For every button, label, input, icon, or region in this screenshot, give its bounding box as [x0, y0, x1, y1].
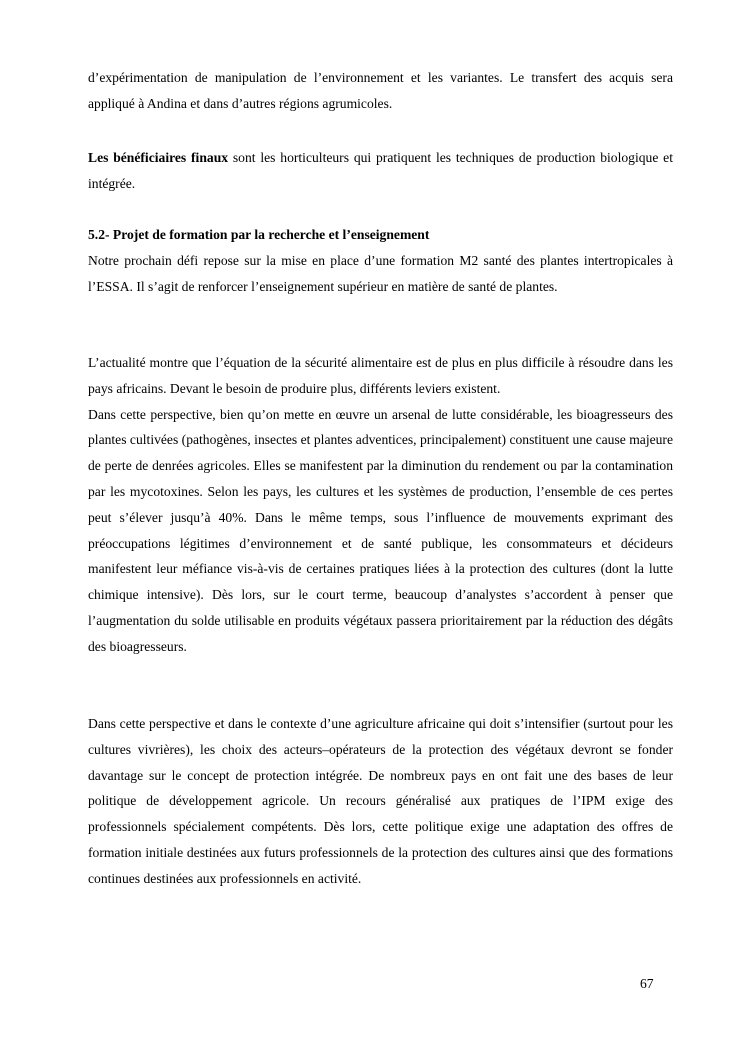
paragraph-text: L’actualité montre que l’équation de la sécurité alimentaire est de plus en plus difficile à résoudre dans les pays africains. Devant le besoin de produire plus, différents leviers existent.: [88, 355, 673, 396]
page-number: 67: [640, 976, 654, 991]
section-paragraph: Notre prochain défi repose sur la mise en place d’une formation M2 santé des plantes intertropicales à l’ESSA. Il s’agit de renforcer l’enseignement supérieur en matière de santé de plantes.: [88, 252, 673, 294]
section-5-2: [88, 222, 673, 299]
paragraph-actualite: [88, 350, 673, 660]
paragraph-text: Dans cette perspective et dans le contexte d’une agriculture africaine qui doit s’intensifier (surtout pour les cultures vivrières), les choix des acteurs–opérateurs de la protection des végétaux devront se fonder davantage sur le concept de protection intégrée. De nombreux pays en ont fait une des bases de leur politique de développement agricole. Un recours généralisé aux pratiques de l’IPM exige des professionnels spécialement compétents. Dès lors, cette politique exige une adaptation des offres de formation initiale destinées aux futurs professionnels de la protection des cultures ainsi que des formations continues destinées aux professionnels en activité.: [88, 716, 673, 886]
paragraph-text: Dans cette perspective, bien qu’on mette en œuvre un arsenal de lutte considérable, les bioagresseurs des plantes cultivées (pathogènes, insectes et plantes adventices, principalement) constituent une cause majeure de perte de denrées agricoles. Elles se manifestent par la diminution du rendement ou par la contamination par les mycotoxines. Selon les pays, les cultures et les systèmes de production, l’ensemble de ces pertes peut s’élever jusqu’à 40%. Dans le même temps, sous l’influence de mouvements exprimant des préoccupations légitimes d’environnement et de santé publique, les consommateurs et décideurs manifestent leur méfiance vis-à-vis de certaines pratiques liées à la protection des cultures (dont la lutte chimique intensive). Dès lors, sur le court terme, beaucoup d’analystes s’accordent à penser que l’augmentation du solde utilisable en produits végétaux passera prioritairement par la réduction des dégâts des bioagresseurs.: [88, 406, 673, 654]
paragraph-intro: [88, 65, 673, 117]
section-heading: 5.2- Projet de formation par la recherche et l’enseignement: [88, 227, 430, 242]
paragraph-text: [88, 145, 673, 197]
paragraph-text: d’expérimentation de manipulation de l’environnement et les variantes. Le transfert des acquis sera appliqué à Andina et dans d’autres régions agrumicoles.: [88, 70, 673, 111]
bold-lead-text: Les bénéficiaires finaux: [88, 150, 229, 165]
paragraph-rest-text: sont les horticulteurs qui pratiquent les techniques de production biologique et intégrée.: [88, 150, 673, 191]
paragraph-perspective: [88, 711, 673, 892]
paragraph-beneficiaires: [88, 145, 673, 197]
